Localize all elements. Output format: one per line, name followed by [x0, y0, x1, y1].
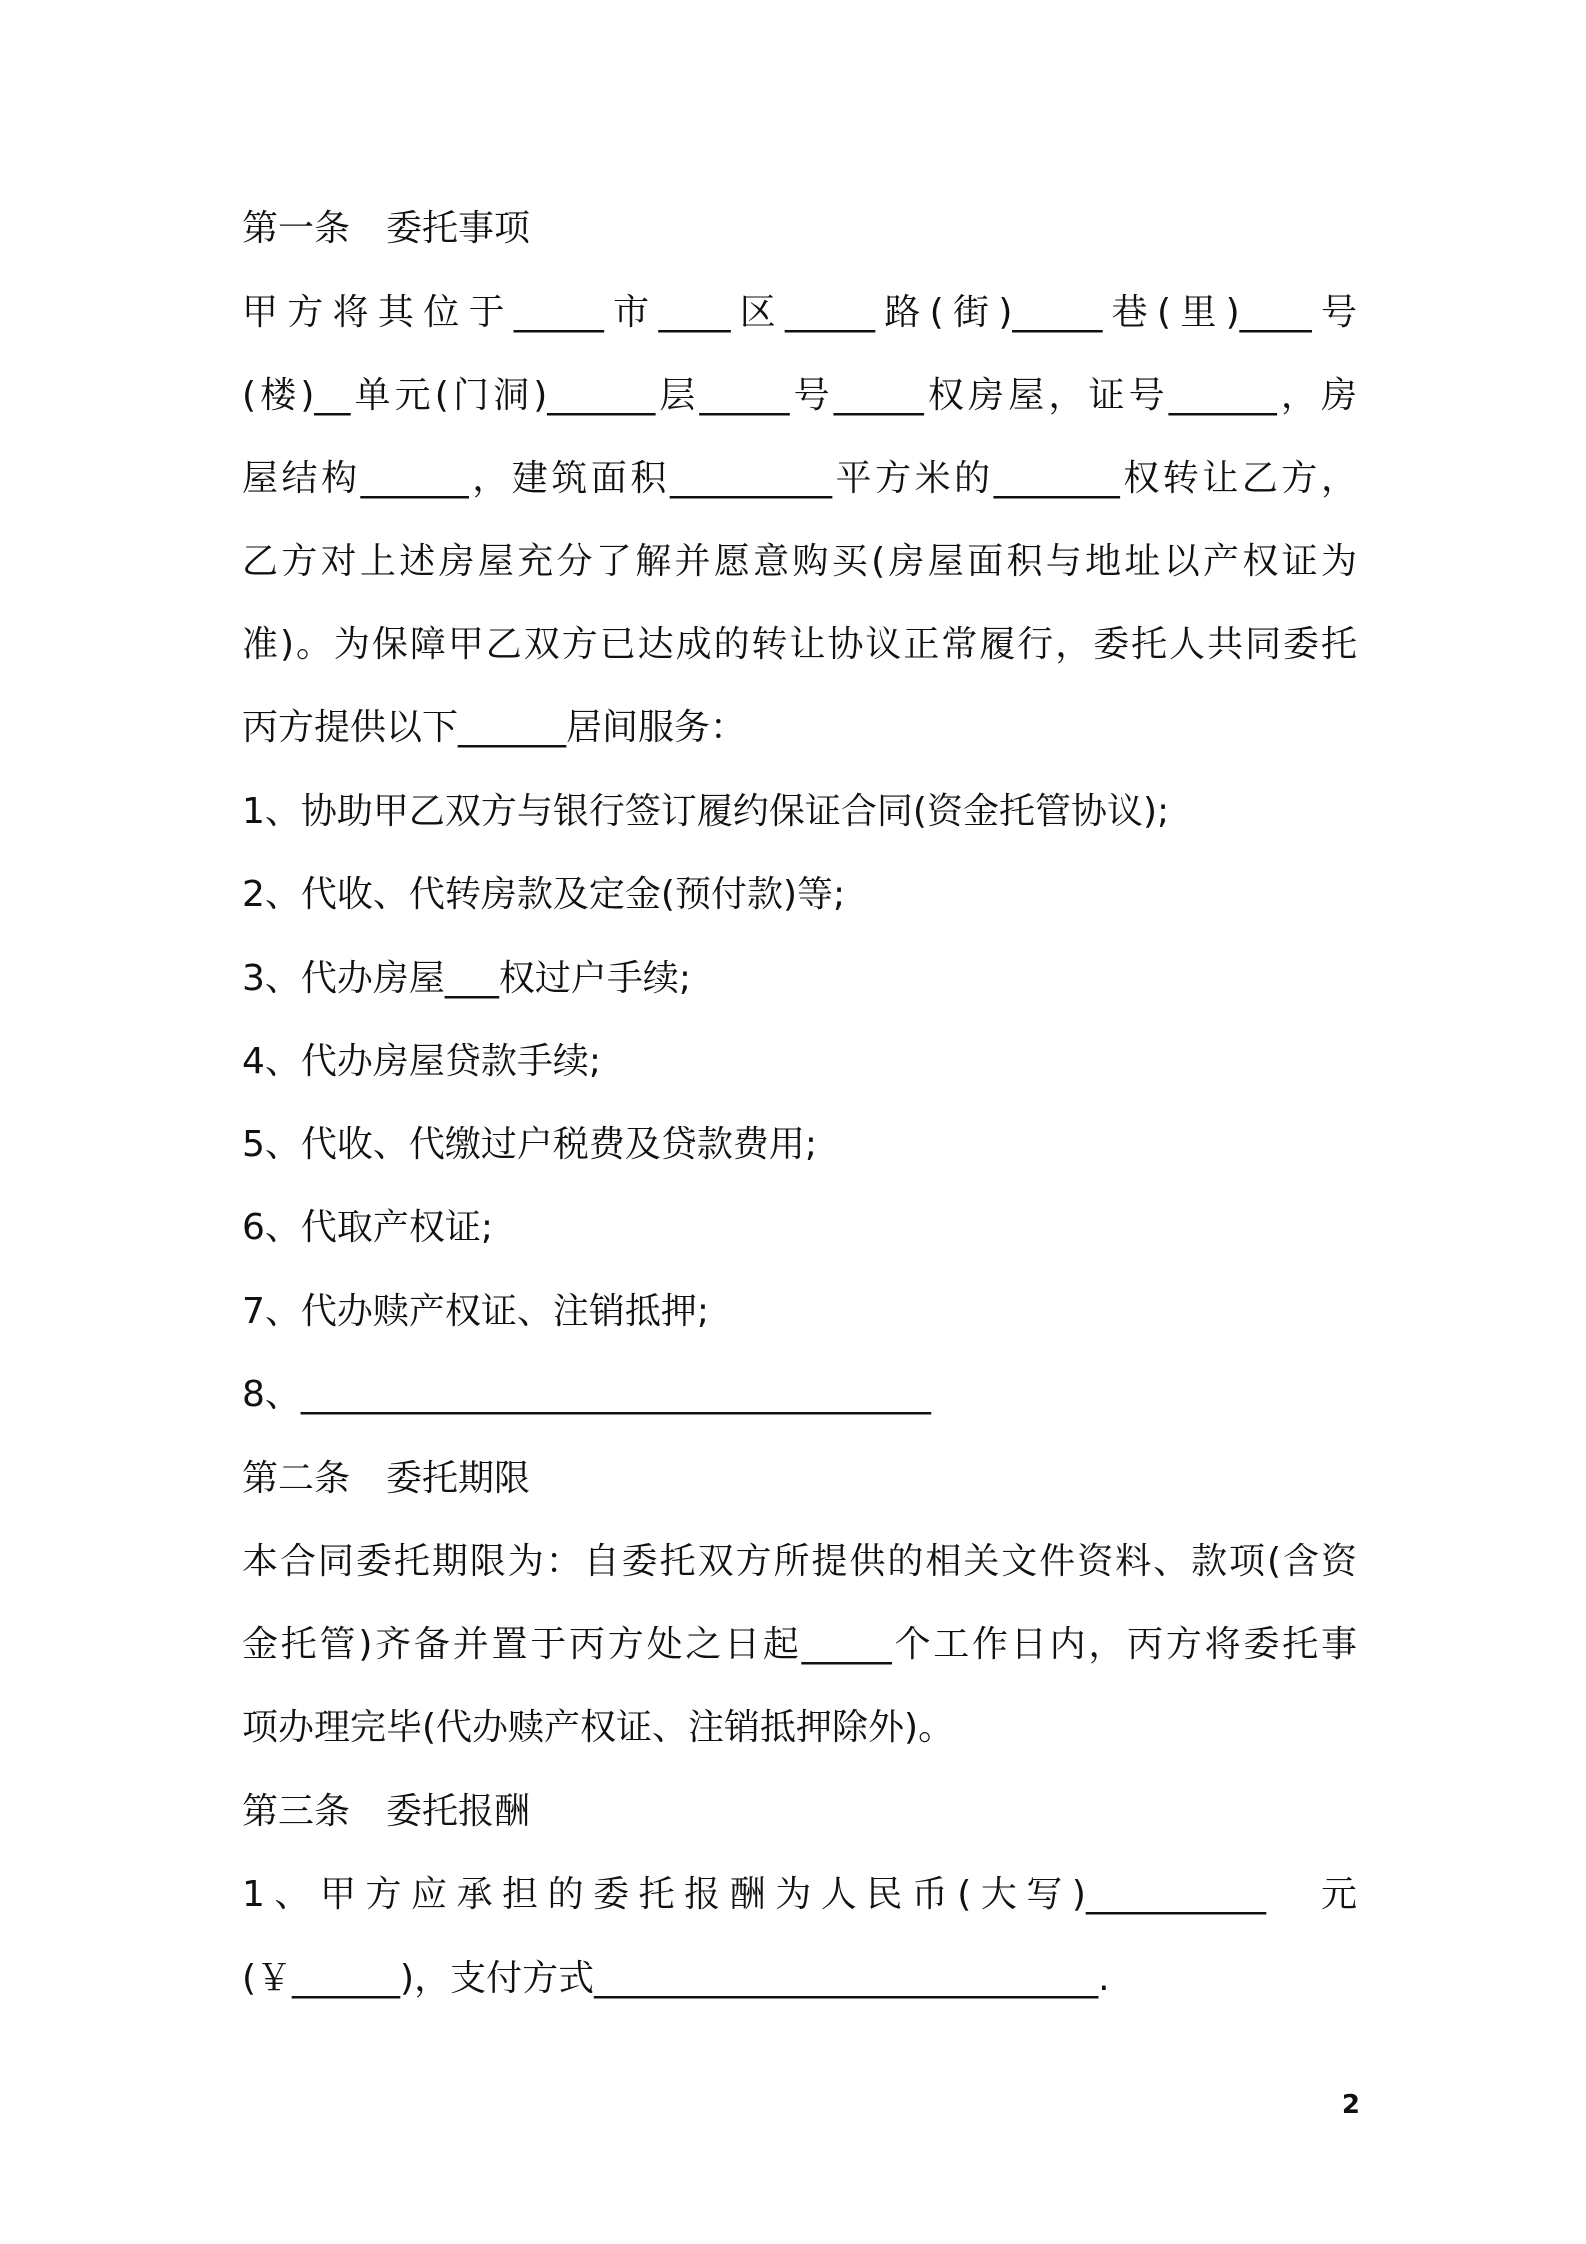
paragraph-line: 甲方将其位于_____市____区_____路(街)_____巷(里)____号 [242, 292, 1357, 333]
paragraph-line: 金托管)齐备并置于丙方处之日起_____个工作日内，丙方将委托事 [242, 1624, 1357, 1665]
paragraph-line: 乙方对上述房屋充分了解并愿意购买(房屋面积与地址以产权证为 [242, 541, 1357, 582]
list-item: 5、代收、代缴过户税费及贷款费用; [242, 1124, 818, 1165]
list-item: 6、代取产权证; [242, 1207, 494, 1248]
paragraph-line: 屋结构______，建筑面积_________平方米的_______权转让乙方， [242, 458, 1357, 499]
paragraph-line: (楼)__单元(门洞)______层_____号_____权房屋，证号______，房 [242, 375, 1357, 416]
paragraph-line: 1、甲方应承担的委托报酬为人民币(大写)__________ 元 [242, 1874, 1357, 1915]
paragraph-line: 丙方提供以下______居间服务： [242, 707, 747, 748]
paragraph-line: 准)。为保障甲乙双方已达成的转让协议正常履行，委托人共同委托 [242, 624, 1357, 665]
list-item: 1、协助甲乙双方与银行签订履约保证合同(资金托管协议); [242, 791, 1170, 832]
list-item: 3、代办房屋___权过户手续; [242, 958, 692, 999]
list-item: 8、___________________________________ [242, 1374, 931, 1415]
paragraph-line: 项办理完毕(代办赎产权证、注销抵押除外)。 [242, 1707, 955, 1748]
section-heading-2: 第二条 委托期限 [242, 1458, 531, 1499]
paragraph-line: 本合同委托期限为：自委托双方所提供的相关文件资料、款项(含资 [242, 1541, 1357, 1582]
list-item: 2、代收、代转房款及定金(预付款)等; [242, 874, 846, 915]
paragraph-line: (￥______)，支付方式____________________________. [242, 1958, 1110, 1999]
section-heading-1: 第一条 委托事项 [242, 208, 531, 249]
section-heading-3: 第三条 委托报酬 [242, 1791, 531, 1832]
list-item: 4、代办房屋贷款手续; [242, 1041, 602, 1082]
list-item: 7、代办赎产权证、注销抵押; [242, 1291, 710, 1332]
page-number: 2 [1341, 2090, 1360, 2120]
